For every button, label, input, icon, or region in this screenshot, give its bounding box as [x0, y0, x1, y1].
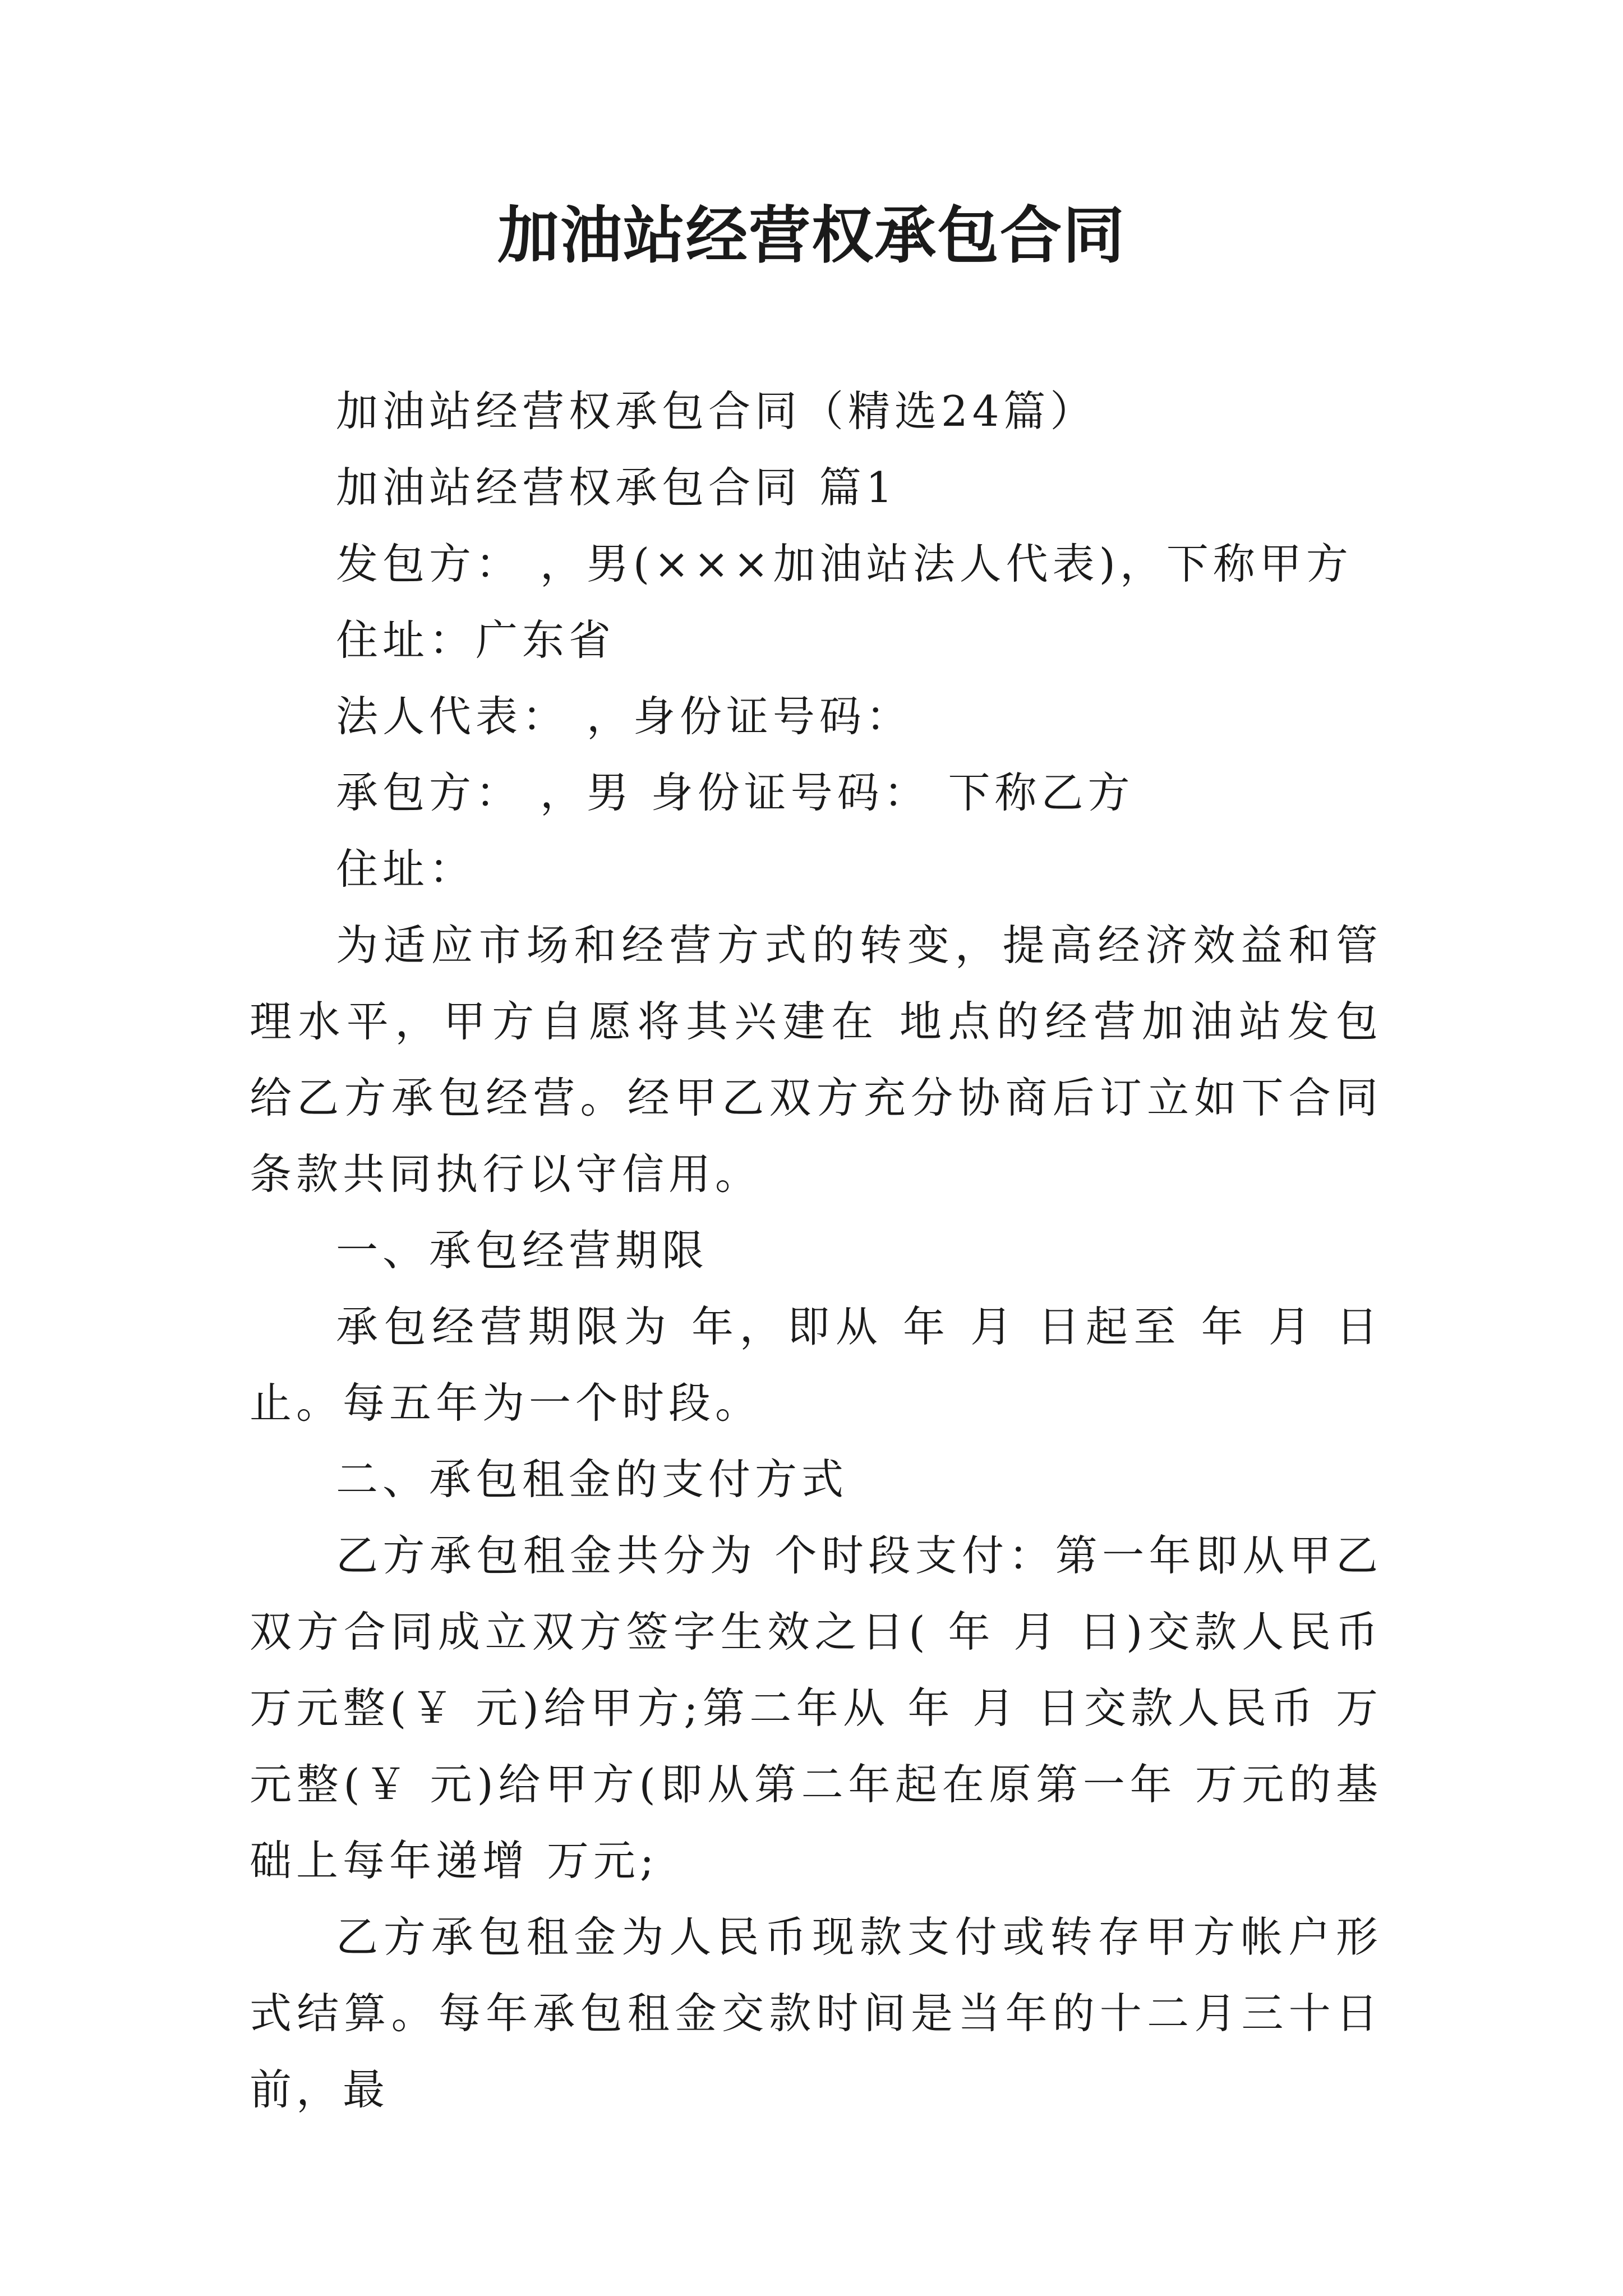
party-a-line: 发包方： ，男(×××加油站法人代表)，下称甲方	[336, 539, 1353, 588]
clause-1-text: 承包经营期限为 年，即从 年 月 日起至 年 月 日止。每五年为一个时段。	[250, 1302, 1382, 1428]
subtitle-paragraph: 加油站经营权承包合同（精选24篇）	[336, 386, 1097, 436]
clause-2-settlement-text: 乙方承包租金为人民币现款支付或转存甲方帐户形式结算。每年承包租金交款时间是当年的十二月三十日前，最	[250, 1912, 1382, 2114]
preamble-paragraph: 为适应市场和经营方式的转变，提高经济效益和管理水平，甲方自愿将其兴建在 地点的经营加油站发包给乙方承包经营。经甲乙双方充分协商后订立如下合同条款共同执行以守信用。	[250, 921, 1382, 1199]
clause-1-heading: 一、承包经营期限	[336, 1226, 709, 1275]
legal-representative-line: 法人代表： ，身份证号码：	[336, 692, 912, 741]
party-b-line: 承包方： ，男 身份证号码： 下称乙方	[336, 768, 1135, 817]
party-a-address: 住址：广东省	[336, 615, 616, 665]
document-body	[250, 373, 1382, 2128]
party-b-address: 住址：	[336, 844, 476, 894]
section-heading-part-1: 加油站经营权承包合同 篇1	[336, 463, 897, 512]
clause-2-heading: 二、承包租金的支付方式	[336, 1455, 849, 1504]
clause-2-text: 乙方承包租金共分为 个时段支付：第一年即从甲乙双方合同成立双方签字生效之日( 年 月 日)交款人民币 万元整(￥ 元)给甲方;第二年从 年 月 日交款人民币 万元整(￥ 元)给甲方(即从第二年起在原第一年 万元的基础上每年递增 万元;	[250, 1531, 1382, 1885]
document-title: 加油站经营权承包合同	[497, 199, 1126, 272]
